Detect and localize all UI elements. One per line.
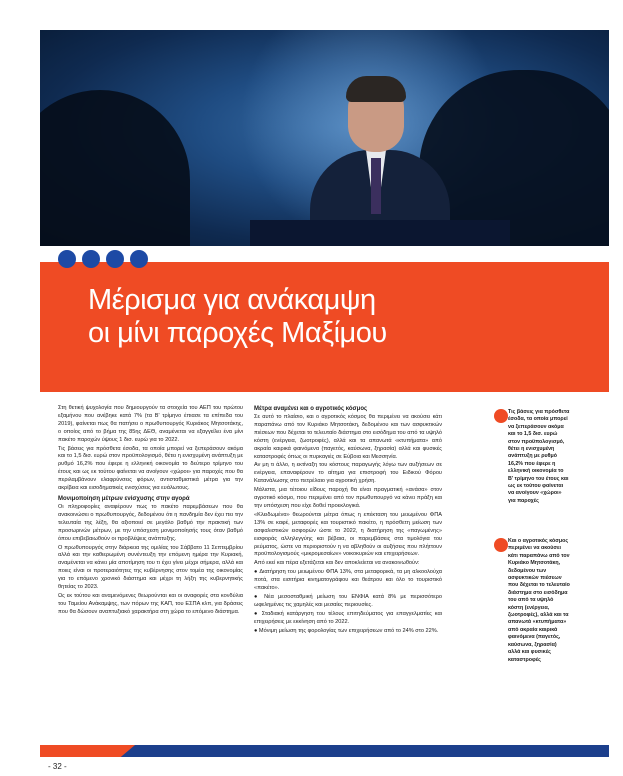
hero-photo <box>40 30 609 246</box>
speaker-hair <box>346 76 406 102</box>
dot-icon <box>130 250 148 268</box>
text-column-1 <box>58 405 243 618</box>
article-title <box>88 284 387 350</box>
text-column-2 <box>254 405 442 636</box>
dot-icon <box>58 250 76 268</box>
sidebar-quote-2: Και ο αγροτικός κόσμος περιμένει να ακούσει κάτι παραπάνω από τον Κυριάκο Μητσοτάκη, δεδομένου των ασφυκτικών πιέσεων που δέχεται το τελευταίο διάστημα στο εισόδημα του από τα υψηλό κόστη (ενέργεια, ζωοτροφές), αλλά και τα απανωτά «κτυπήματα» από ακραία καιρικά φαινόμενα (παγετός, καύσωνα, ξηρασία) αλλά και φυσικές καταστροφές <box>508 538 570 663</box>
sidebar-dot-icon <box>494 538 508 552</box>
decorative-dots <box>58 250 148 268</box>
bullet-item: ● Νέα μεσοσταθμική μείωση του ΕΝΦΙΑ κατά 8% με περισσότερο ωφελημένες τις χαμηλές και μεσαίες περιουσίες. <box>254 593 442 608</box>
dot-icon <box>106 250 124 268</box>
paragraph: Τις βάσεις για πρόσθετα έσοδα, τα οποία μπορεί να ξεπεράσουν ακόμα και το 1,5 δισ. ευρώ στον προϋπολογισμό, θέτει η ενισχυμένη ανάπτυξη με ρυθμό 16,2% που έφερε η ελληνική οικονομία το δεύτερο τρίμηνο του έτους και ως εκ τούτου φαίνεται να ανοίγουν «χώροι» για παροχές που θα περιλαμβάνουν ελαφρύνσεις φόρων, αντισταθμιστικά μέτρα για την ακρίβεια και εισοδηματικές ενισχύσεις για ευάλωτους. <box>58 445 243 492</box>
audience-silhouette-left <box>40 90 190 246</box>
paragraph: Οι πληροφορίες αναφέρουν πως το πακέτο παρεμβάσεων που θα ανακοινώσει ο πρωθυπουργός, δεδομένου ότι η πανδημία δεν έχει πει την τελευταία της λέξη, θα αξιοποιεί σε μεγάλο βαθμό την πρακτική των προσωρινών μέτρων, με την υπόσχεση μονιμοποίησής τους όταν βαθμό όπου επιβεβαιωθούν οι προβλέψεις ανάπτυξης. <box>58 503 243 542</box>
speaker-tie <box>371 158 381 214</box>
title-line-2: οι μίνι παροχές Μαξίμου <box>88 317 387 349</box>
sidebar-quote-1: Τις βάσεις για πρόσθετα έσοδα, τα οποία μπορεί να ξεπεράσουν ακόμα και το 1,5 δισ. ευρώ στον προϋπολογισμό, θέτει η ενισχυμένη ανάπτυξη με ρυθμό 16,2% που έφερε η ελληνική οικονομία το Β' τρίμηνο του έτους και ως εκ τούτου φαίνεται να ανοίγουν «χώροι» για παροχές <box>508 409 570 504</box>
page-number: - 32 - <box>48 762 67 771</box>
section-heading: Μέτρα αναμένει και ο αγροτικός κόσμος <box>254 406 368 412</box>
dot-icon <box>82 250 100 268</box>
paragraph: Στη θετική ψυχολογία που δημιουργούν τα στοιχεία του ΑΕΠ του πρώτου εξαμήνου που ανέβηκε κατά 7% (τα Β' τρίμηνο έπιασε τα επίπεδα του 2019), φαίνεται πως θα πατήσει ο πρωθυπουργός Κυριάκος Μητσοτάκης, ο οποίος από το βήμα της 85ης ΔΕΘ, αναμένεται να εξαγγείλει ένα μίνι πακέτο παροχών ύψους 1 δισ. ευρώ για το 2022. <box>58 405 243 443</box>
bullet-item: ● Διατήρηση του μειωμένου ΦΠΑ 13%, στα μεταφορικά, τα μη αλκοολούχα ποτά, στα εισιτήρια κινηματογράφου και θεάτρου και όλο το τουριστικό «πακέτο». <box>254 569 442 592</box>
paragraph: Σε αυτό το πλαίσιο, και ο αγροτικός κόσμος θα περιμένει να ακούσει κάτι παραπάνω από τον Κυριάκο Μητσοτάκη, δεδομένου και των ασφυκτικών πιέσεων που δέχεται το τελευταίο διάστημα στο εισόδημα του από τα υψηλό κόστη (ενέργεια, ζωοτροφές), αλλά και τα απανωτά «κτυπήματα» από ακραία καιρικά φαινόμενα (παγετός, καύσωνα, ξηρασία) αλλά και φυσικές καταστροφές όπως οι πυρκαγιές σε Εύβοια και Μεσσηνία. <box>254 414 442 460</box>
footer-orange-stripe <box>40 745 135 757</box>
title-banner <box>40 262 609 392</box>
paragraph: Ο πρωθυπουργός στην διάρκεια της ομιλίας του Σάββατο 11 Σεπτεμβρίου αλλά και την καθιερωμένη συνέντευξη την επόμενη ημέρα την Κυριακή, αναμένεται να κάνει μία αποτίμηση του τι έχει γίνει μέχρι σήμερα, αλλά και ποιες είναι οι προτεραιότητες της κυβέρνησης στον τομέα της οικονομίας για το επόμενο χρονικό διάστημα και μέχρι τη λήξη της κυβερνητικής θητείας το 2023. <box>58 544 243 591</box>
footer-band <box>0 745 623 757</box>
section-heading: Μονιμοποίηση μέτρων ενίσχυσης στην αγορά <box>58 495 190 502</box>
podium-desk <box>250 220 510 246</box>
paragraph: Μάλιστα, μια τέτοιου είδους παροχή θα είναι πραγματική «ανάσα» στον αγροτικό κόσμο, που περιμένει από τον πρωθυπουργό να κάνει πράξη και την υπόσχεση που είχε δοθεί προεκλογικά. <box>254 487 442 509</box>
bullet-item: ● Σταδιακή κατάργηση του τέλους επιτηδεύματος για επαγγελματίες και επιχειρήσεις με εκκίνηση από το 2022. <box>254 610 442 625</box>
paragraph: Αν μη τι άλλο, η εκτίναξη του κόστους παραγωγής λόγω των αυξήσεων σε ενέργεια, επαναφέρουν το αίτημα για επιστροφή του Ειδικού Φόρου Κατανάλωσης στο πετρέλαιο για αγροτική χρήση. <box>254 462 442 485</box>
paragraph: «Κλειδωμένα» θεωρούνται μέτρα όπως η επέκταση του μειωμένου ΦΠΑ 13% σε καφέ, μεταφορές και τουριστικό πακέτο, η πρόσθετη μείωση των ασφαλιστικών εισφορών ώστε το 2022, η διατήρηση της «παγωμένης» εισφοράς αλληλεγγύης και βέβαια, οι παρεμβάσεις στα τιμολόγια του ρεύματος, ώστε να περιοριστούν η να αβληθούν οι αυξήσεις που πλήττουν προϋπολογισμούς «μικρομεσαίων» νοικοκυριών και επιχειρήσεων. <box>254 511 442 558</box>
paragraph: Ως εκ τούτου και αναμενόμενες θεωρούνται και οι αναφορές στα κονδύλια του Ταμείου Ανάκαμψης, των πόρων της ΚΑΠ, του ΕΣΠΑ κλπ, για δράσεις που θα δώσουν αναπτυξιακό χαρακτήρα στη χώρα το επόμενο διάστημα. <box>58 592 243 615</box>
bullet-item: ● Μόνιμη μείωση της φορολογίας των επιχειρήσεων από το 24% στο 22%. <box>254 627 439 634</box>
sidebar-dot-icon <box>494 409 508 423</box>
paragraph: Από εκεί και πέρα εξετάζεται και δεν αποκλείεται να ανακοινωθούν: <box>254 560 420 567</box>
title-line-1: Μέρισμα για ανάκαμψη <box>88 284 376 316</box>
